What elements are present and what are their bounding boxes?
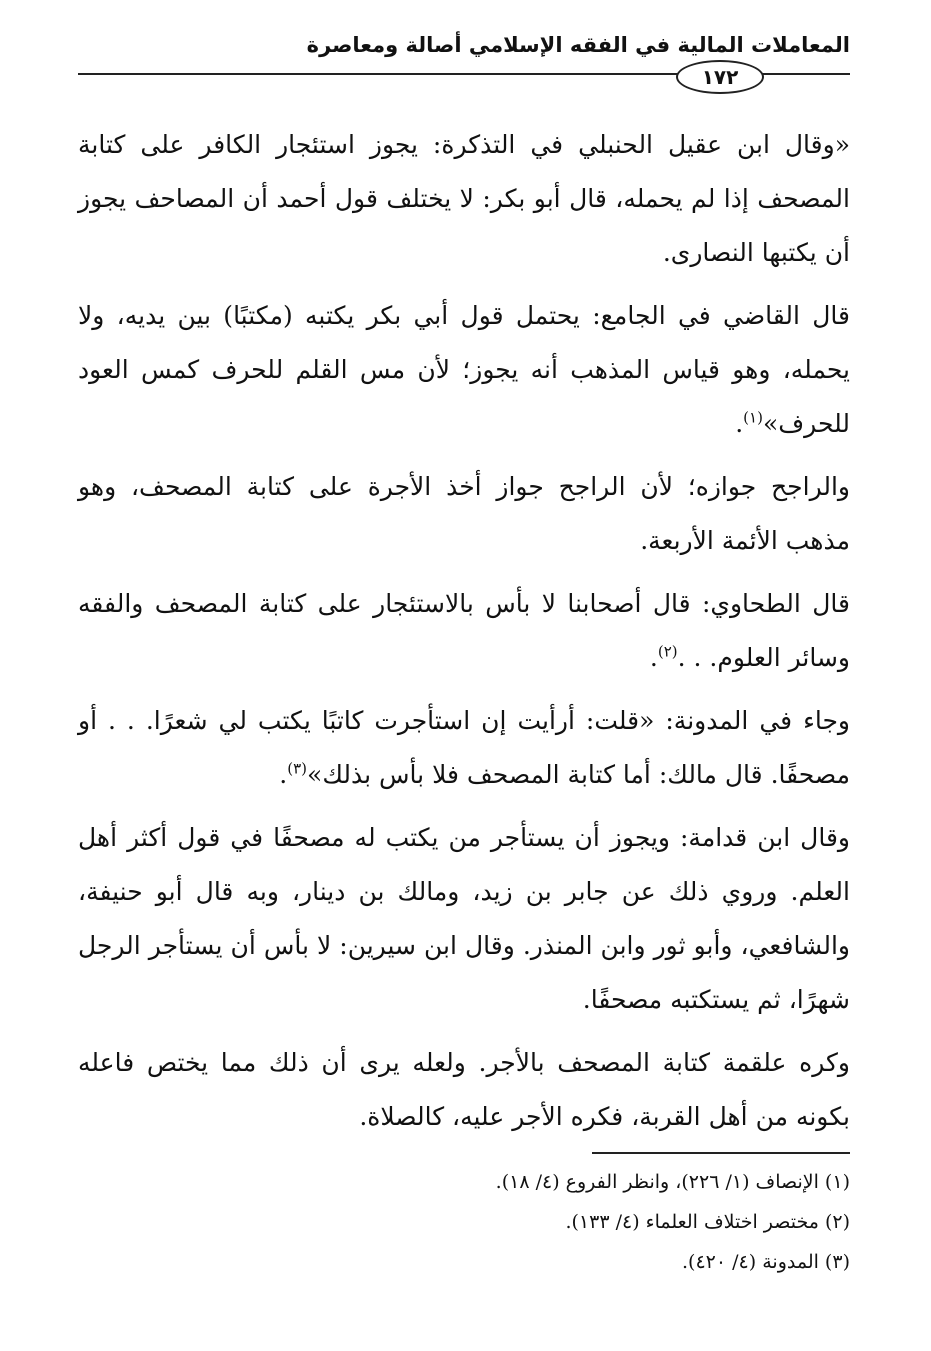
paragraph: [78, 694, 850, 802]
paragraph: [78, 460, 850, 568]
running-header: [78, 28, 850, 62]
footnote-ref: (٢): [657, 642, 678, 661]
footnote-rule: [592, 1152, 850, 1154]
paragraph: [78, 577, 850, 685]
paragraph-text: وكره علقمة كتابة المصحف بالأجر. ولعله يرى أن ذلك مما يختص فاعله بكونه من أهل القربة، فكره الأجر عليه، كالصلاة.: [78, 1048, 850, 1131]
paragraph-text: والراجح جوازه؛ لأن الراجح جواز أخذ الأجرة على كتابة المصحف، وهو مذهب الأئمة الأربعة.: [78, 472, 850, 555]
footnote: (٢) مختصر اختلاف العلماء (٤/ ١٣٣).: [565, 1211, 850, 1233]
paragraph-text: قال القاضي في الجامع: يحتمل قول أبي بكر يكتبه (مكتبًا) بين يديه، ولا يحمله، وهو قياس المذهب أنه يجوز؛ لأن مس القلم للحرف كمس العود للحرف»: [78, 301, 850, 438]
paragraph: [78, 1036, 850, 1144]
body-text: [78, 118, 850, 1153]
paragraph-text: قال الطحاوي: قال أصحابنا لا بأس بالاستئجار على كتابة المصحف والفقه وسائر العلوم. . .: [78, 589, 850, 672]
running-title: المعاملات المالية في الفقه الإسلامي أصالة ومعاصرة: [306, 33, 850, 57]
paragraph: [78, 811, 850, 1027]
paragraph-text: «وقال ابن عقيل الحنبلي في التذكرة: يجوز استئجار الكافر على كتابة المصحف إذا لم يحمله، قال أبو بكر: لا يختلف قول أحمد أن المصاحف يجوز أن يكتبها النصارى.: [78, 130, 850, 267]
paragraph-text: وقال ابن قدامة: ويجوز أن يستأجر من يكتب له مصحفًا في قول أكثر أهل العلم. وروي ذلك عن جابر بن زيد، ومالك بن دينار، وبه قال أبو حنيفة، والشافعي، وأبو ثور وابن المنذر. وقال ابن سيرين: لا بأس أن يستأجر الرجل شهرًا، ثم يستكتبه مصحفًا.: [78, 823, 850, 1014]
paragraph-tail: .: [649, 643, 658, 672]
footnotes: [78, 1162, 850, 1282]
page-number: ١٧٢: [676, 60, 764, 94]
paragraph-text: وجاء في المدونة: «قلت: أرأيت إن استأجرت كاتبًا يكتب لي شعرًا. . . أو مصحفًا. قال مالك: أما كتابة المصحف فلا بأس بذلك»: [78, 706, 850, 789]
paragraph-tail: .: [735, 409, 744, 438]
footnote: (١) الإنصاف (١/ ٢٢٦)، وانظر الفروع (٤/ ١٨).: [495, 1171, 850, 1193]
paragraph: [78, 289, 850, 451]
paragraph-tail: .: [279, 760, 288, 789]
footnote-ref: (١): [743, 408, 763, 427]
paragraph: [78, 118, 850, 280]
footnote: (٣) المدونة (٤/ ٤٢٠).: [682, 1251, 850, 1273]
footnote-ref: (٣): [287, 759, 308, 778]
